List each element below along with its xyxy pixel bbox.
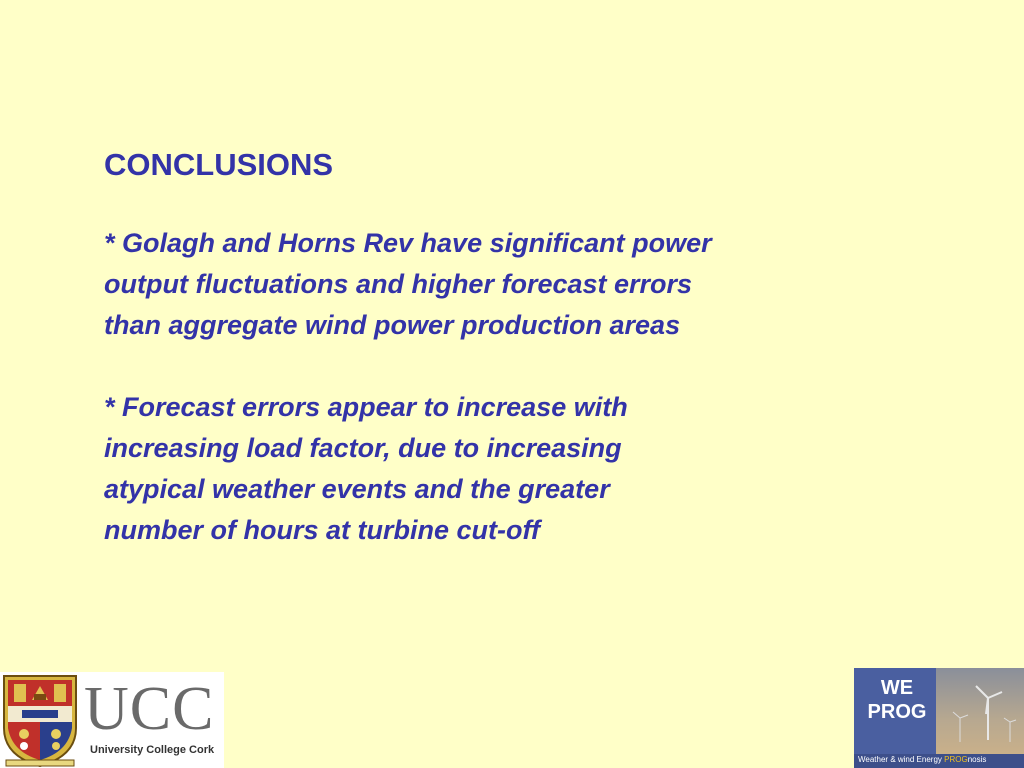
weprog-wordmark-line1: WE bbox=[880, 677, 914, 699]
bullet-1-line-3: than aggregate wind power production areas bbox=[104, 310, 681, 340]
slide-content bbox=[104, 140, 904, 551]
bullet-1-line-1: * Golagh and Horns Rev have significant power bbox=[104, 228, 712, 258]
weprog-wordmark bbox=[862, 676, 932, 724]
weprog-tagline-post: nosis bbox=[967, 755, 987, 764]
slide-title: CONCLUSIONS bbox=[104, 147, 334, 182]
weprog-wordmark-line2: PROG bbox=[867, 701, 927, 723]
weprog-tagline bbox=[858, 755, 986, 764]
bullet-2-line-1: * Forecast errors appear to increase with bbox=[104, 392, 628, 422]
bullet-2-line-4: number of hours at turbine cut-off bbox=[104, 515, 540, 545]
ucc-logo bbox=[0, 672, 224, 768]
weprog-tagline-highlight: PROG bbox=[944, 755, 968, 764]
bullet-1-line-2: output fluctuations and higher forecast errors bbox=[104, 269, 693, 299]
bullet-2-line-3: atypical weather events and the greater bbox=[104, 474, 610, 504]
ucc-subtitle: University College Cork bbox=[90, 744, 215, 756]
bullet-2-line-2: increasing load factor, due to increasing bbox=[104, 433, 622, 463]
ucc-crest-icon bbox=[0, 672, 80, 768]
wind-turbine-icon bbox=[936, 668, 1024, 754]
ucc-wordmark: UCC bbox=[84, 675, 215, 743]
weprog-logo bbox=[854, 668, 1024, 768]
weprog-tagline-pre: Weather & wind Energy bbox=[858, 755, 945, 764]
weprog-tagline-band bbox=[854, 754, 1024, 768]
